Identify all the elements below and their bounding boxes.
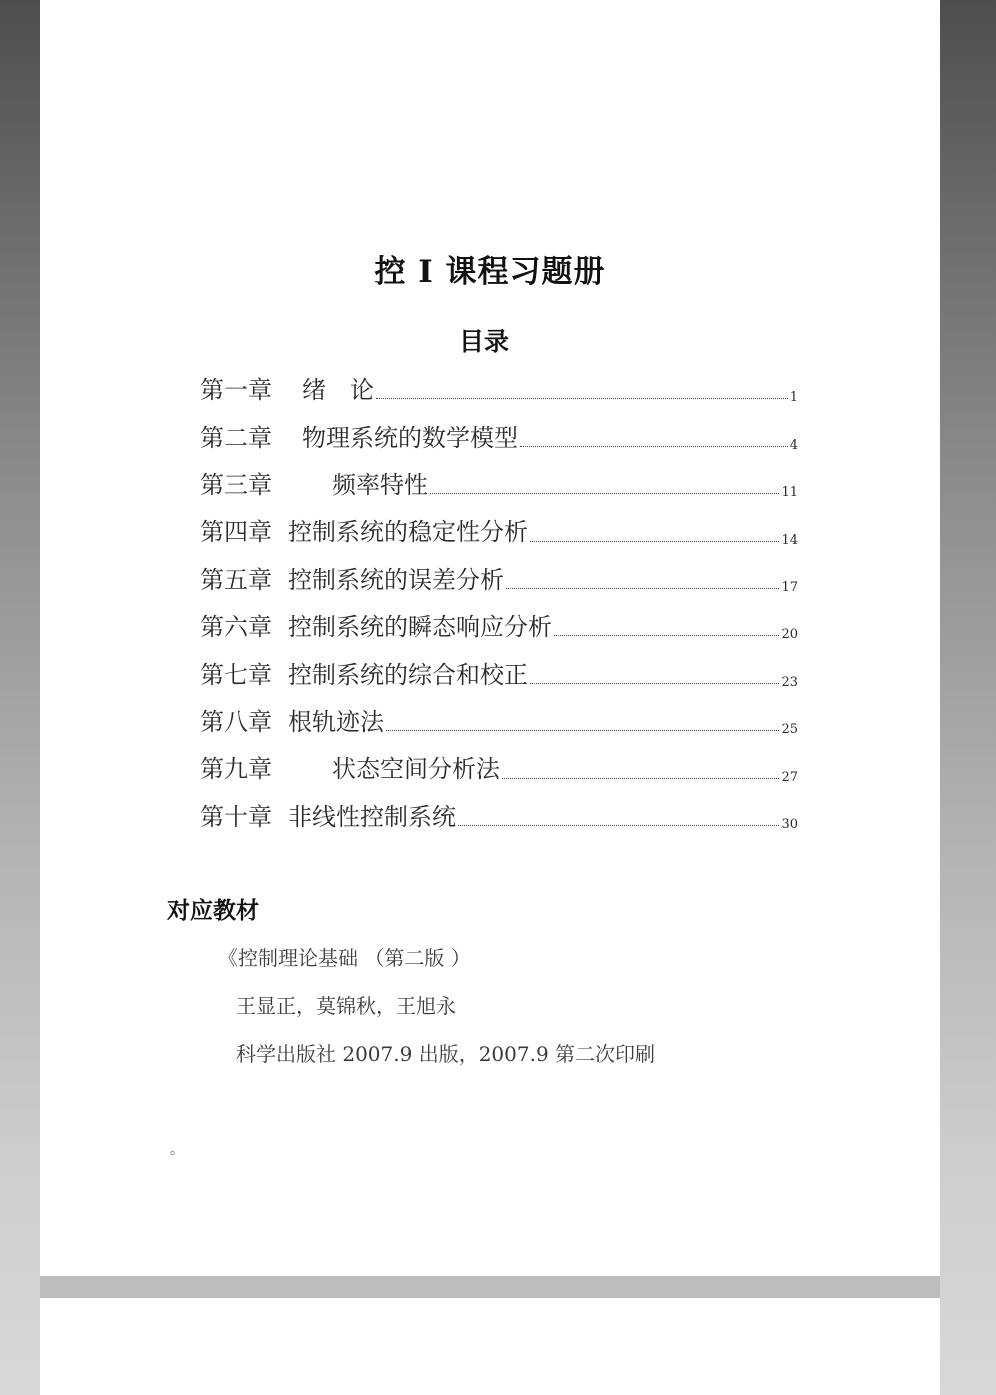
toc-dot-leader (554, 635, 779, 636)
toc-chapter-number: 第三章 (200, 470, 272, 499)
toc-dot-leader (376, 398, 788, 399)
toc-page-number: 25 (781, 722, 798, 738)
toc-entry-8[interactable] (200, 696, 798, 743)
reference-publisher: 科学出版社 2007.9 出版，2007.9 第二次印刷 (236, 1042, 656, 1066)
document-title: 控 I 课程习题册 (374, 254, 606, 290)
toc-chapter-number: 第四章 (200, 518, 272, 547)
toc-chapter-number: 第八章 (200, 707, 272, 736)
toc-chapter-name: 绪 论 (302, 376, 374, 405)
toc-entry-1[interactable] (200, 364, 798, 411)
toc-page-number: 14 (781, 532, 798, 548)
toc-chapter-name: 控制系统的稳定性分析 (288, 518, 528, 547)
stray-punctuation: 。 (170, 1142, 184, 1158)
toc-entry-2[interactable] (200, 411, 798, 458)
toc-entry-10[interactable] (200, 791, 798, 838)
toc-entry-3[interactable] (200, 459, 798, 506)
toc-entry-4[interactable] (200, 506, 798, 553)
next-page-preview (40, 1298, 940, 1395)
toc-dot-leader (506, 588, 779, 589)
toc-page-number: 30 (781, 816, 798, 832)
toc-dot-leader (530, 541, 779, 542)
toc-chapter-number: 第七章 (200, 660, 272, 689)
toc-entry-6[interactable] (200, 601, 798, 648)
table-of-contents (200, 364, 798, 838)
toc-chapter-number: 第六章 (200, 613, 272, 642)
toc-dot-leader (386, 730, 779, 731)
scan-border-right (940, 0, 996, 1395)
toc-dot-leader (430, 493, 779, 494)
document-page (40, 0, 940, 1276)
toc-chapter-number: 第二章 (200, 423, 272, 452)
toc-heading: 目录 (458, 327, 509, 356)
toc-page-number: 1 (789, 390, 798, 406)
toc-page-number: 17 (781, 579, 798, 595)
toc-chapter-name: 非线性控制系统 (288, 802, 456, 831)
toc-chapter-name: 根轨迹法 (288, 707, 384, 736)
toc-chapter-name: 状态空间分析法 (332, 755, 500, 784)
toc-page-number: 27 (781, 769, 798, 785)
toc-page-number: 23 (781, 674, 798, 690)
toc-dot-leader (530, 683, 779, 684)
toc-dot-leader (520, 446, 788, 447)
toc-chapter-name: 频率特性 (332, 470, 428, 499)
scan-border-left (0, 0, 40, 1395)
toc-entry-9[interactable] (200, 743, 798, 790)
toc-chapter-name: 控制系统的瞬态响应分析 (288, 613, 552, 642)
toc-page-number: 4 (789, 437, 798, 453)
toc-chapter-number: 第九章 (200, 755, 272, 784)
reference-heading: 对应教材 (167, 898, 259, 924)
toc-page-number: 20 (781, 627, 798, 643)
toc-chapter-number: 第一章 (200, 376, 272, 405)
toc-dot-leader (502, 778, 779, 779)
toc-entry-7[interactable] (200, 648, 798, 695)
toc-chapter-name: 控制系统的综合和校正 (288, 660, 528, 689)
toc-page-number: 11 (781, 485, 798, 501)
toc-chapter-number: 第十章 (200, 802, 272, 831)
reference-authors: 王显正，莫锦秋，王旭永 (236, 994, 456, 1018)
toc-chapter-name: 控制系统的误差分析 (288, 565, 504, 594)
toc-dot-leader (458, 825, 779, 826)
toc-chapter-name: 物理系统的数学模型 (302, 423, 518, 452)
toc-chapter-number: 第五章 (200, 565, 272, 594)
reference-book-title: 《控制理论基础 （第二版 ） (218, 946, 471, 970)
toc-entry-5[interactable] (200, 554, 798, 601)
